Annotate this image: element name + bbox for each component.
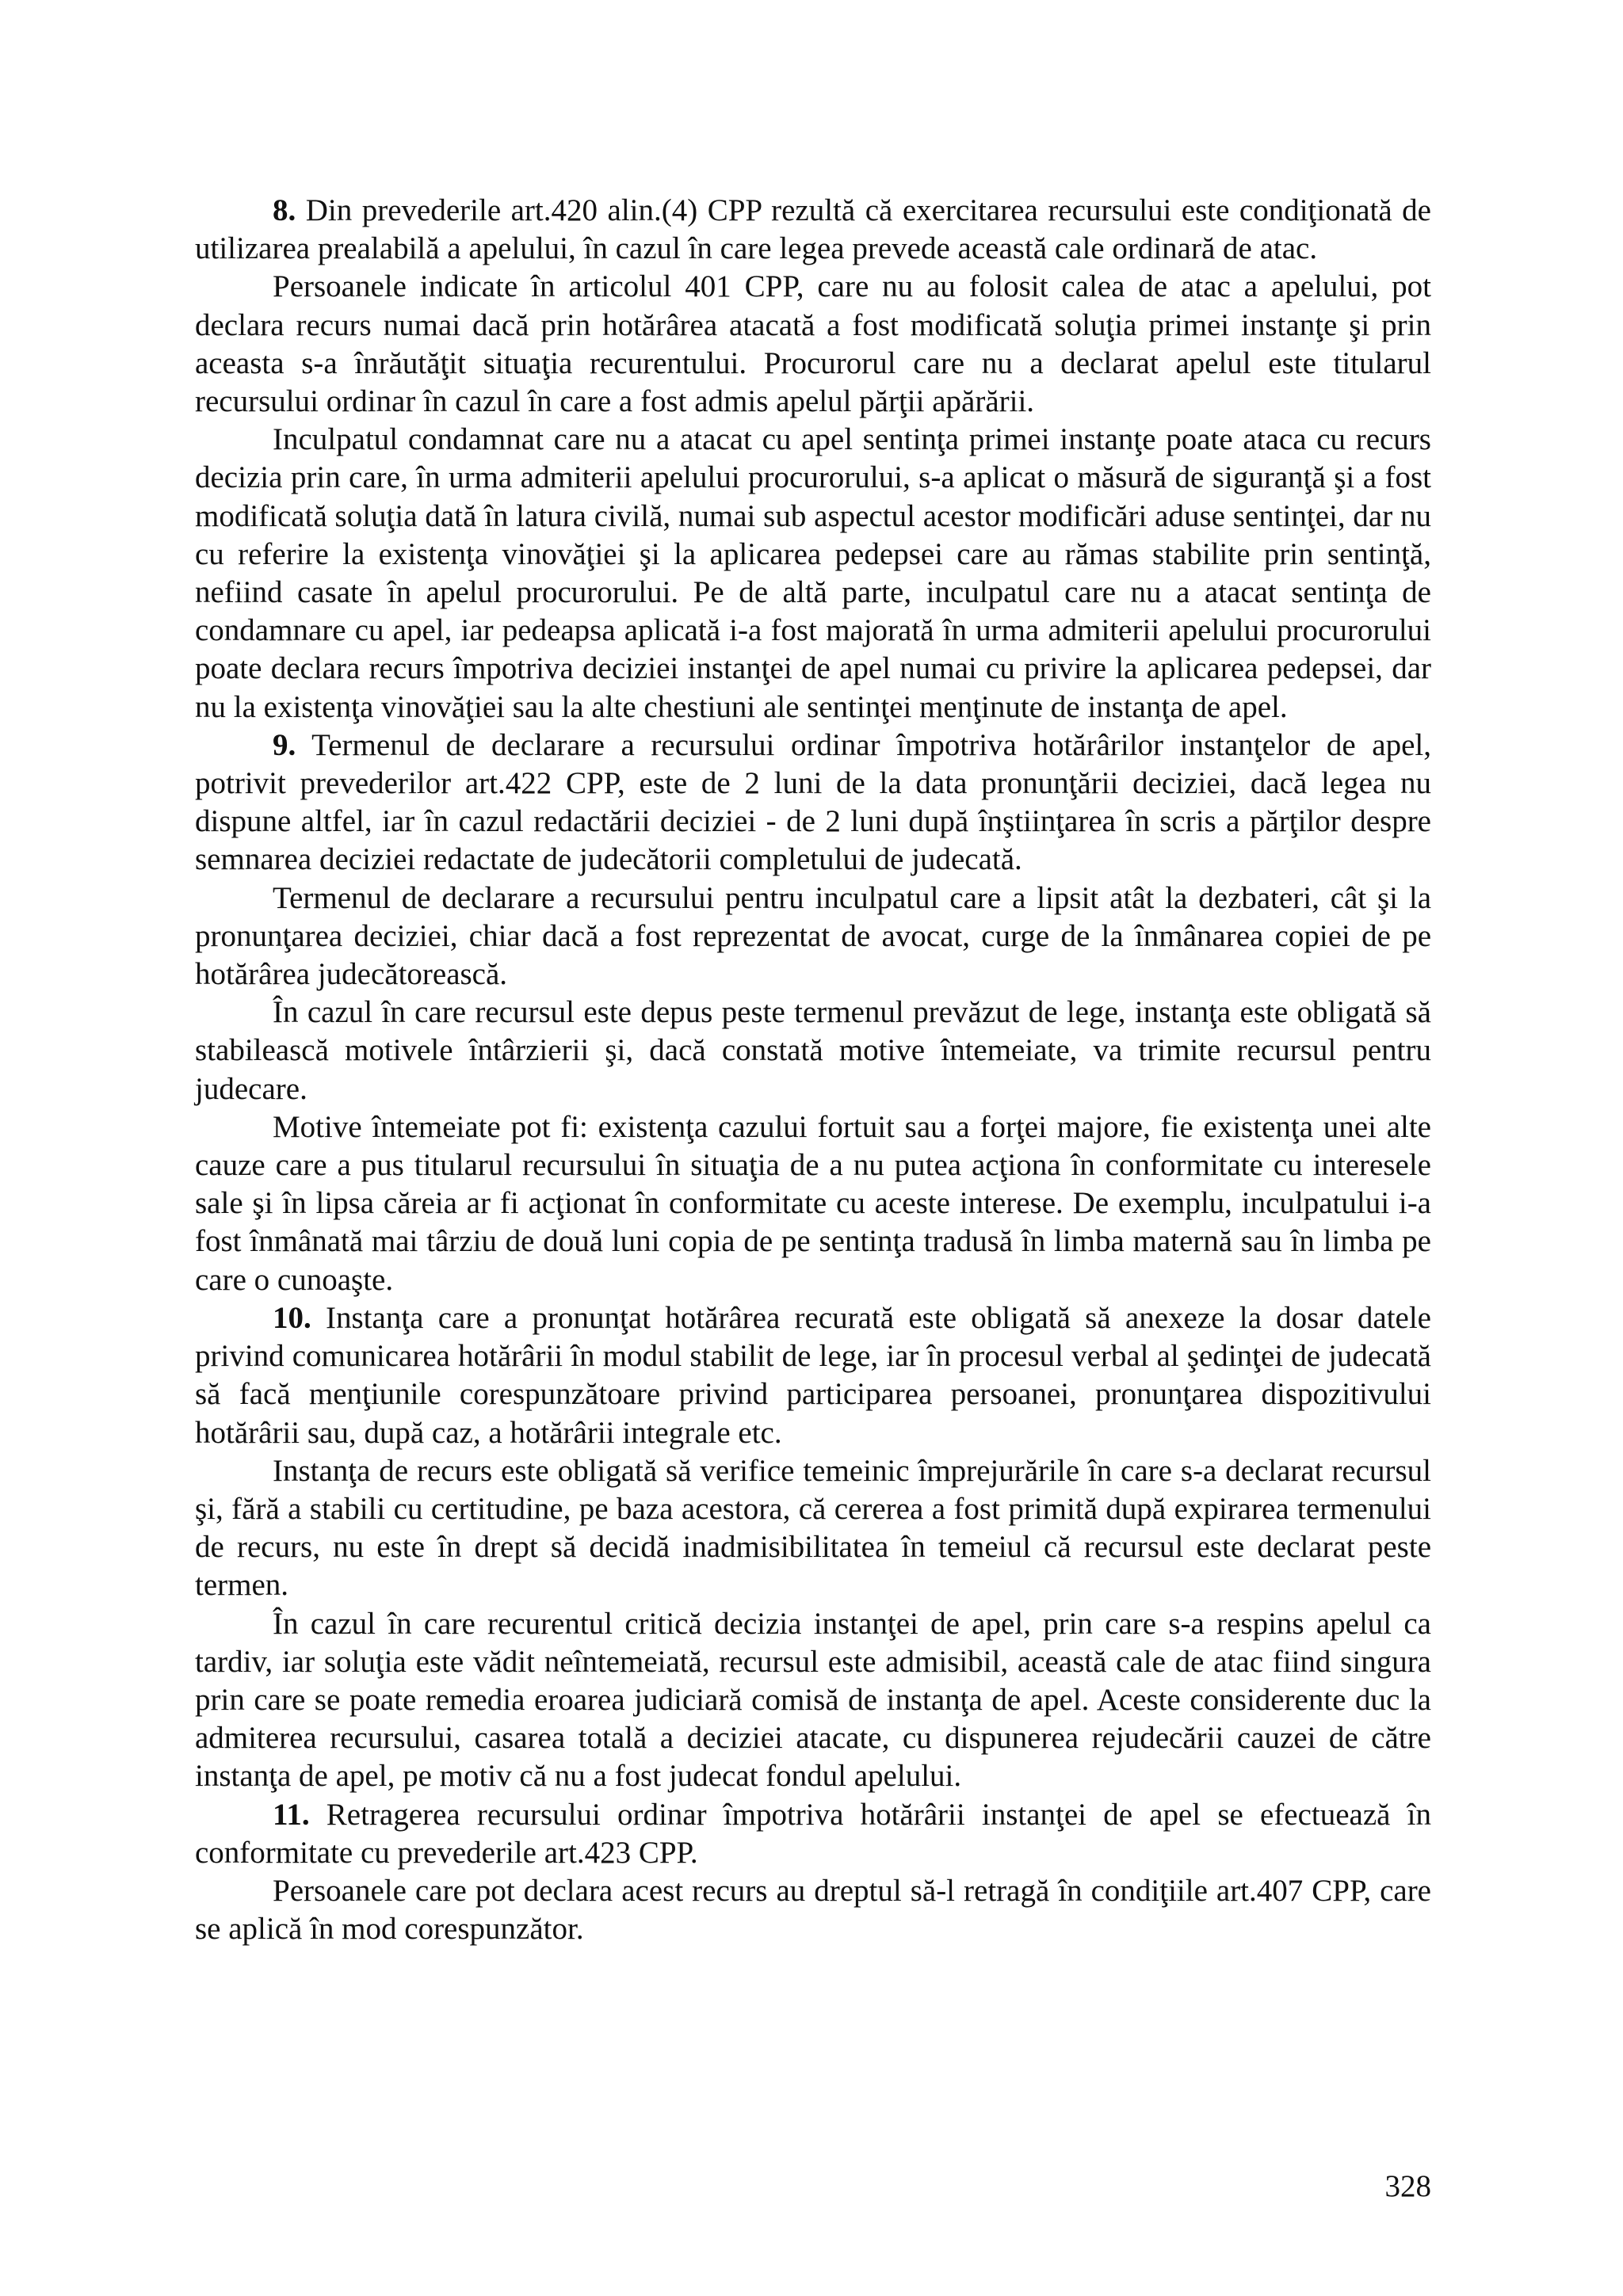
paragraph-text: Retragerea recursului ordinar împotriva hotărârii instanţei de apel se efectuează în conformitate cu prevederile art.423 CPP. [195, 1797, 1431, 1870]
page-number: 328 [1384, 2169, 1431, 2203]
paragraph [195, 421, 1431, 727]
paragraph-text: În cazul în care recursul este depus peste termenul prevăzut de lege, instanţa este obligată să stabilească motivele întârzierii şi, dacă constată motive întemeiate, va trimite recursul pentru judecare. [195, 995, 1431, 1106]
paragraph-10 [195, 1299, 1431, 1452]
paragraph-text: Persoanele indicate în articolul 401 CPP, care nu au folosit calea de atac a apelului, pot declara recurs numai dacă prin hotărârea atacată a fost modificată soluţia primei instanţe şi prin aceasta s-a înrăutăţit situaţia recurentului. Procurorul care nu a declarat apelul este titularul recursului ordinar în cazul în care a fost admis apelul părţii apărării. [195, 269, 1431, 419]
paragraph-text: Termenul de declarare a recursului ordinar împotriva hotărârilor instanţelor de apel, potrivit prevederilor art.422 CPP, este de 2 luni de la data pronunţării deciziei, dacă legea nu dispune altfel, iar în cazul redactării deciziei - de 2 luni după înştiinţarea în scris a părţilor despre semnarea deciziei redactate de judecătorii completului de judecată. [195, 727, 1431, 877]
paragraph-number: 8. [273, 193, 296, 227]
paragraph [195, 268, 1431, 421]
paragraph-text: Termenul de declarare a recursului pentru inculpatul care a lipsit atât la dezbateri, cât şi la pronunţarea deciziei, chiar dacă a fost reprezentat de avocat, curge de la înmânarea copiei de pe hotărârea judecătorească. [195, 880, 1431, 992]
paragraph-text: Instanţa care a pronunţat hotărârea recurată este obligată să anexeze la dosar datele privind comunicarea hotărârii în modul stabilit de lege, iar în procesul verbal al şedinţei de judecată să facă menţiunile corespunzătoare privind participarea persoanei, pronunţarea dispozitivului hotărârii sau, după caz, a hotărârii integrale etc. [195, 1300, 1431, 1450]
paragraph-text: Persoanele care pot declara acest recurs au dreptul să-l retragă în condiţiile art.407 CPP, care se aplică în mod corespunzător. [195, 1873, 1431, 1947]
paragraph [195, 1452, 1431, 1605]
page-body [195, 192, 1431, 1948]
paragraph [195, 1872, 1431, 1948]
paragraph-text: Inculpatul condamnat care nu a atacat cu apel sentinţa primei instanţe poate ataca cu recurs decizia prin care, în urma admiterii apelului procurorului, s-a aplicat o măsură de siguranţă şi a fost modificată soluţia dată în latura civilă, numai sub aspectul acestor modificări aduse sentinţei, dar nu cu referire la existenţa vinovăţiei şi la aplicarea pedepsei care au rămas stabilite prin sentinţă, nefiind casate în apelul procurorului. Pe de altă parte, inculpatul care nu a atacat sentinţa de condamnare cu apel, iar pedeapsa aplicată i-a fost majorată în urma admiterii apelului procurorului poate declara recurs împotriva deciziei instanţei de apel numai cu privire la aplicarea pedepsei, dar nu la existenţa vinovăţiei sau la alte chestiuni ale sentinţei menţinute de instanţa de apel. [195, 422, 1431, 724]
paragraph [195, 1108, 1431, 1299]
paragraph [195, 879, 1431, 994]
paragraph-text: Din prevederile art.420 alin.(4) CPP rezultă că exercitarea recursului este condiţionată de utilizarea prealabilă a apelului, în cazul în care legea prevede această cale ordinară de atac. [195, 193, 1431, 266]
paragraph-9 [195, 727, 1431, 879]
paragraph-number: 11. [273, 1797, 310, 1832]
paragraph-text: În cazul în care recurentul critică decizia instanţei de apel, prin care s-a respins apelul ca tardiv, iar soluţia este vădit neîntemeiată, recursul este admisibil, această cale de atac fiind singura prin care se poate remedia eroarea judiciară comisă de instanţa de apel. Aceste considerente duc la admiterea recursului, casarea totală a deciziei atacate, cu dispunerea rejudecării cauzei de către instanţa de apel, pe motiv că nu a fost judecat fondul apelului. [195, 1606, 1431, 1794]
paragraph [195, 1605, 1431, 1796]
paragraph [195, 994, 1431, 1108]
paragraph-8 [195, 192, 1431, 268]
paragraph-number: 10. [273, 1300, 311, 1335]
paragraph-text: Instanţa de recurs este obligată să verifice temeinic împrejurările în care s-a declarat recursul şi, fără a stabili cu certitudine, pe baza acestora, că cererea a fost primită după expirarea termenului de recurs, nu este în drept să decidă inadmisibilitatea în temeiul că recursul este declarat peste termen. [195, 1453, 1431, 1603]
paragraph-number: 9. [273, 727, 296, 762]
paragraph-11 [195, 1796, 1431, 1872]
paragraph-text: Motive întemeiate pot fi: existenţa cazului fortuit sau a forţei majore, fie existenţa unei alte cauze care a pus titularul recursului în situaţia de a nu putea acţiona în conformitate cu interesele sale şi în lipsa căreia ar fi acţionat în conformitate cu aceste interese. De exemplu, inculpatului i-a fost înmânată mai târziu de două luni copia de pe sentinţa tradusă în limba maternă sau în limba pe care o cunoaşte. [195, 1109, 1431, 1297]
